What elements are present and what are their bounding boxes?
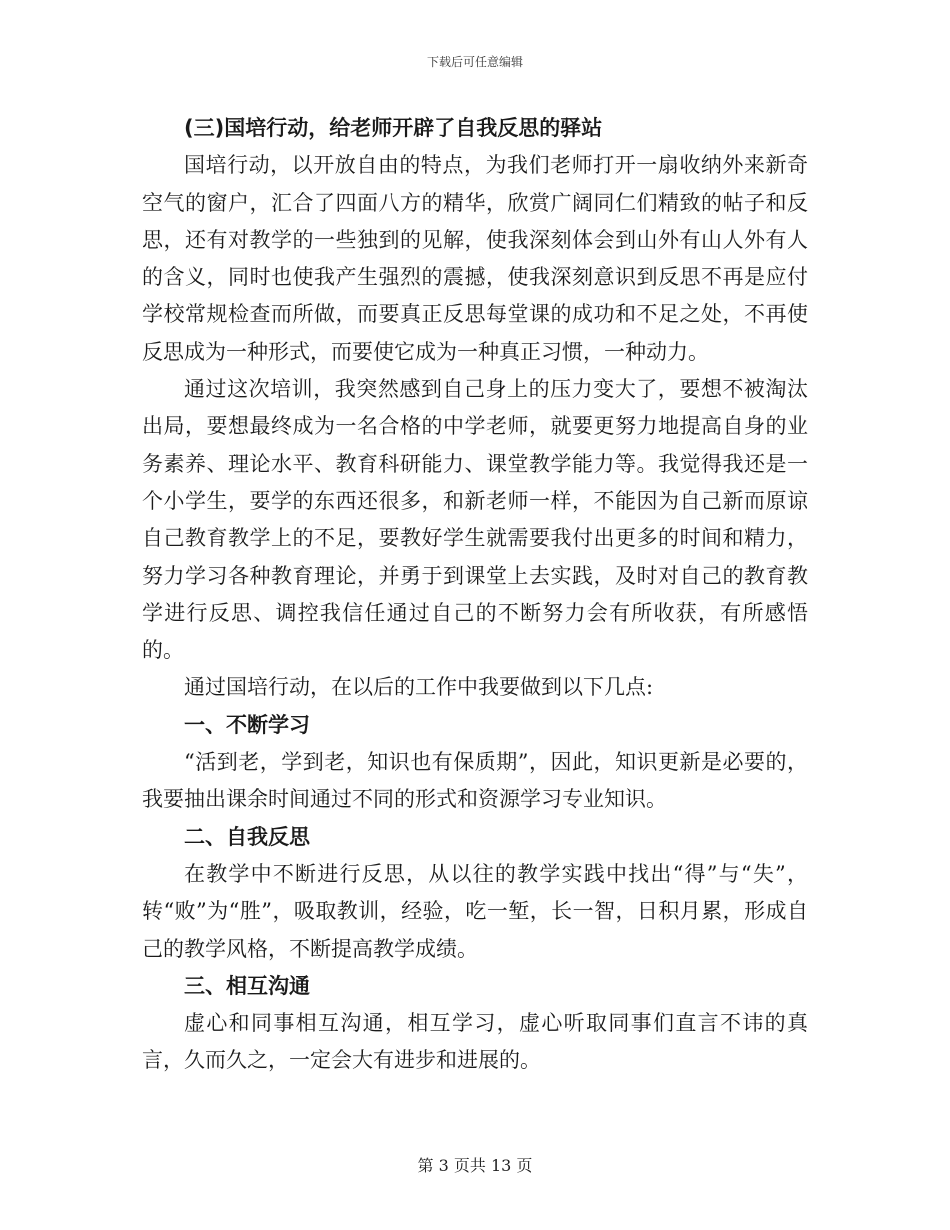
paragraph-6: 虚心和同事相互沟通，相互学习，虚心听取同事们直言不讳的真言，久而久之，一定会大有进步和进展的。	[142, 1011, 808, 1073]
header-note: 下载后可任意编辑	[426, 55, 523, 69]
paragraph-4: “活到老，学到老，知识也有保质期”，因此，知识更新是必要的，我要抽出课余时间通过不同的形式和资源学习专业知识。	[142, 750, 808, 812]
heading-self-reflection: 二、自我反思	[184, 824, 310, 849]
heading-mutual-communication: 三、相互沟通	[184, 973, 310, 998]
paragraph-2: 通过这次培训，我突然感到自己身上的压力变大了，要想不被淘汰出局，要想最终成为一名合格的中学老师，就要更努力地提高自身的业务素养、理论水平、教育科研能力、课堂教学能力等。我觉得我还是一个小学生，要学的东西还很多，和新老师一样，不能因为自己新而原谅自己教育教学上的不足，要教好学生就需要我付出更多的时间和精力，努力学习各种教育理论，并勇于到课堂上去实践，及时对自己的教育教学进行反思、调控我信任通过自己的不断努力会有所收获，有所感悟的。	[142, 377, 808, 663]
paragraph-1: 国培行动，以开放自由的特点，为我们老师打开一扇收纳外来新奇空气的窗户，汇合了四面八方的精华，欣赏广阔同仁们精致的帖子和反思，还有对教学的一些独到的见解，使我深刻体会到山外有山人外有人的含义，同时也使我产生强烈的震撼，使我深刻意识到反思不再是应付学校常规检查而所做，而要真正反思每堂课的成功和不足之处，不再使反思成为一种形式，而要使它成为一种真正习惯，一种动力。	[142, 153, 808, 364]
heading-continuous-learning: 一、不断学习	[184, 712, 310, 737]
page-number: 第 3 页共 13 页	[417, 1156, 533, 1175]
paragraph-5: 在教学中不断进行反思，从以往的教学实践中找出“得”与“失”，转“败”为“胜”，吸取教训，经验，吃一堑，长一智，日积月累，形成自己的教学风格，不断提高教学成绩。	[142, 861, 808, 961]
paragraph-3: 通过国培行动，在以后的工作中我要做到以下几点:	[184, 675, 654, 700]
section-title: (三)国培行动，给老师开辟了自我反思的驿站	[184, 116, 603, 140]
document-body	[142, 110, 808, 1080]
